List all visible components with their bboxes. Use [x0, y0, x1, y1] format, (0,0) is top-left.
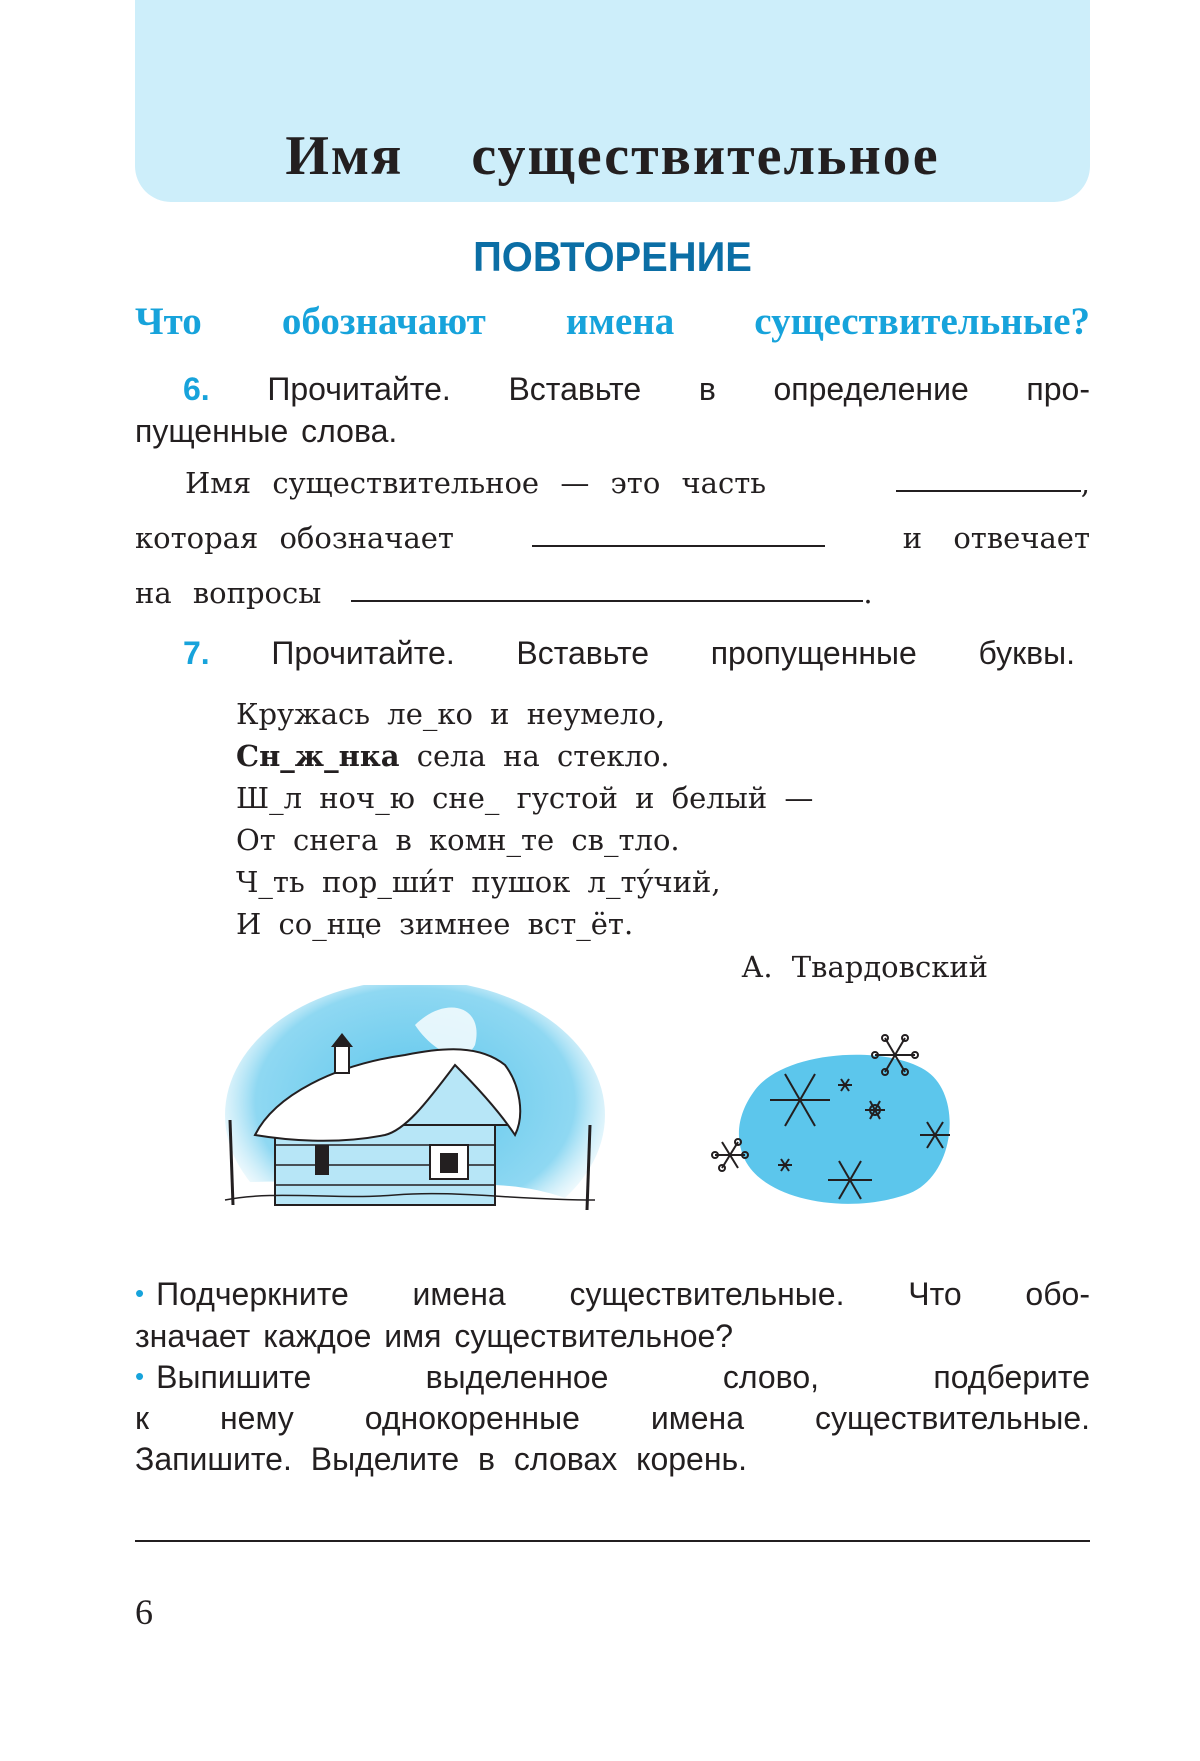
poem-author: А. Твардовский — [741, 950, 988, 984]
bullet-item-2-line1 — [135, 1361, 1090, 1393]
highlighted-word: Сн_ж_нка — [236, 739, 400, 773]
definition-line3 — [135, 576, 1090, 610]
bullet-1-text: Подчеркните имена существительные. Что обо- — [156, 1276, 1090, 1312]
snowflakes-illustration — [705, 1030, 965, 1220]
bullet-item-1-line2: значает каждое имя существительное? — [135, 1318, 734, 1354]
chapter-title: Имя существительное — [285, 125, 940, 187]
blank-questions[interactable] — [351, 599, 863, 602]
poem-line-4: От снега в комн_те св_тло. — [236, 823, 680, 857]
bullet-2-text: Выпишите выделенное слово, подберите — [156, 1359, 1090, 1395]
poem-line-2-text: села на стекло. — [399, 739, 670, 773]
definition-text-2: которая обозначает — [135, 521, 454, 555]
task6-number: 6. — [183, 371, 210, 407]
definition-text-3: и отвечает — [902, 521, 1090, 555]
footer-divider — [135, 1540, 1090, 1542]
task6-instruction-line1 — [135, 373, 1090, 405]
poem-line-3: Ш_л ноч_ю сне_ густой и белый — — [236, 781, 814, 815]
blank-part-of-speech[interactable] — [896, 489, 1081, 492]
definition-text-4: на вопросы — [135, 576, 322, 610]
definition-text-1: Имя существительное — это часть — [185, 466, 767, 500]
poem-line-2 — [236, 739, 670, 773]
comma: , — [1080, 466, 1090, 500]
bullet-item-1-line1 — [135, 1278, 1090, 1310]
definition-line2 — [135, 521, 1090, 555]
definition-line1 — [135, 466, 1090, 500]
bullet-item-2-line3: Запишите. Выделите в словах корень. — [135, 1441, 748, 1477]
poem-line-6: И со_нце зимнее вст_ёт. — [236, 907, 634, 941]
task7-number: 7. — [183, 635, 210, 671]
task7-instruction-line — [135, 637, 1075, 669]
snowy-house-illustration — [215, 985, 610, 1275]
blank-meaning[interactable] — [532, 544, 825, 547]
task6-instruction-line2: пущенные слова. — [135, 413, 398, 449]
poem-line-5: Ч_ть пор_ши́т пушок л_ту́чий, — [236, 865, 721, 899]
period: . — [863, 576, 873, 610]
poem-line-1: Кружась ле_ко и неумело, — [236, 697, 666, 731]
bullet-item-2-line2: к нему однокоренные имена существительные. — [135, 1400, 1090, 1436]
bullet-icon: • — [135, 1361, 145, 1391]
bullet-icon: • — [135, 1278, 145, 1308]
section-title: ПОВТОРЕНИЕ — [473, 233, 752, 280]
section-question: Что обозначают имена существительные? — [135, 300, 1090, 343]
task6-instruction: Прочитайте. Вставьте в определение про- — [267, 371, 1091, 407]
task7-instruction: Прочитайте. Вставьте пропущенные буквы. — [271, 635, 1076, 671]
page-number: 6 — [135, 1592, 153, 1632]
